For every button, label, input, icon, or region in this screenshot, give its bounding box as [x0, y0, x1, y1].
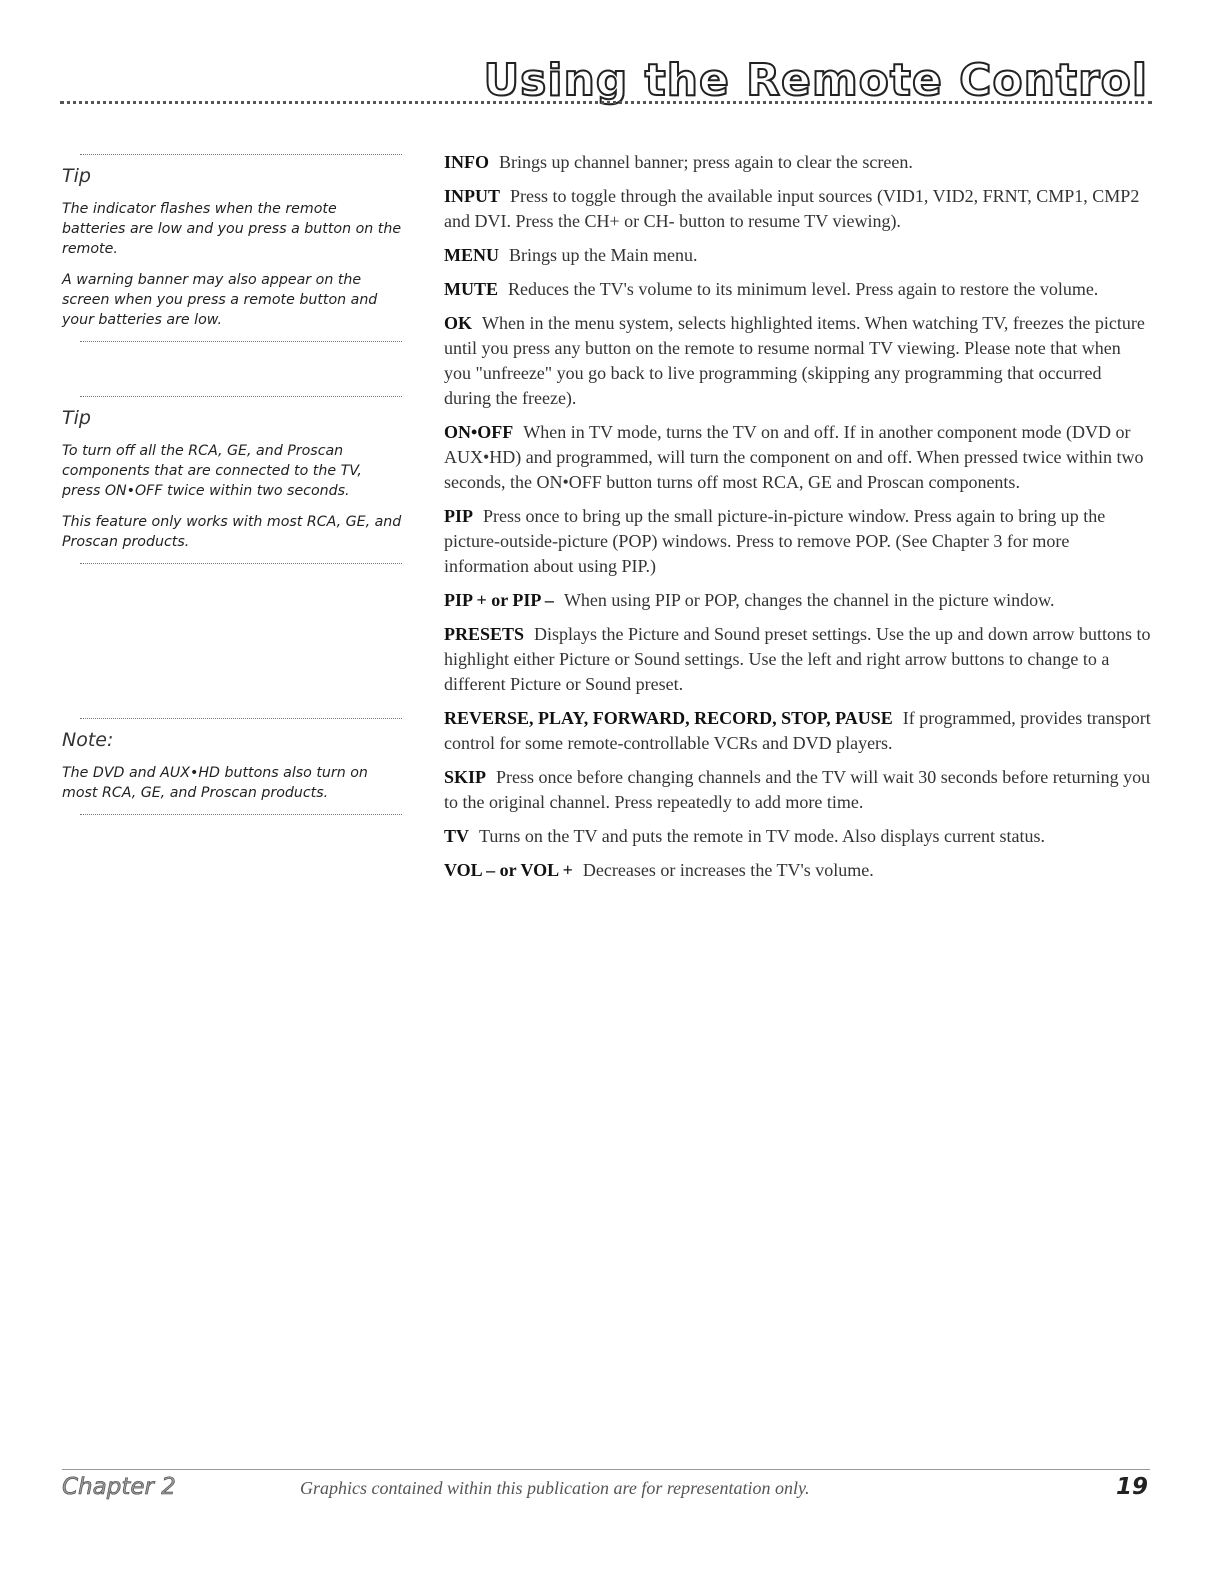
entry-term: MENU [444, 245, 499, 265]
tip-box-1-text-2: A warning banner may also appear on the screen when you press a remote button and your batteries are low. [62, 272, 378, 328]
tip-box-1-bottom-rule [80, 341, 402, 342]
footer-chapter: Chapter 2 [62, 1474, 176, 1500]
entry-tv [444, 824, 1152, 849]
page-number: 19 [1115, 1474, 1148, 1500]
tip-box-2-text-2: This feature only works with most RCA, GE, and Proscan products. [62, 514, 402, 550]
entry-pip-channel [444, 588, 1152, 613]
note-box-bottom-rule [80, 814, 402, 815]
entry-term: SKIP [444, 767, 487, 787]
entry-term: ON•OFF [444, 422, 514, 442]
entry-text: Press once to bring up the small picture-in-picture window. Press again to bring up the picture-outside-picture (POP) windows. Press to remove POP. (See Chapter 3 for more information about using PIP.) [444, 506, 1106, 576]
entry-term: PIP [444, 506, 473, 526]
entry-term: INFO [444, 152, 489, 172]
entry-info [444, 150, 1152, 175]
tip-box-1 [62, 154, 402, 342]
tip-box-2-text-1: To turn off all the RCA, GE, and Proscan components that are connected to the TV, press ON•OFF twice within two seconds. [62, 443, 362, 499]
entry-volume [444, 858, 1152, 883]
title-divider [60, 101, 1152, 104]
entry-menu [444, 243, 1152, 268]
tip-box-2-bottom-rule [80, 563, 402, 564]
entry-text: When in the menu system, selects highlighted items. When watching TV, freezes the picture until you press any button on the remote to resume normal TV viewing. Please note that when you "unfreeze" you go back to live programming (skipping any programming that occurred during the freeze). [444, 313, 1145, 408]
tip-box-1-heading: Tip [62, 165, 91, 187]
entry-text: Displays the Picture and Sound preset settings. Use the up and down arrow buttons to highlight either Picture or Sound settings. Use the left and right arrow buttons to change to a different Picture or Sound preset. [444, 624, 1151, 694]
entry-term: PRESETS [444, 624, 525, 644]
entry-text: If programmed, provides transport control for some remote-controllable VCRs and DVD players. [444, 708, 1151, 753]
entry-text: Press once before changing channels and the TV will wait 30 seconds before returning you to the original channel. Press repeatedly to add more time. [444, 767, 1151, 812]
note-box-top-rule [80, 718, 402, 719]
note-box-text: The DVD and AUX•HD buttons also turn on most RCA, GE, and Proscan products. [62, 765, 368, 801]
entry-text: Brings up channel banner; press again to clear the screen. [499, 152, 913, 172]
entry-term: REVERSE, PLAY, FORWARD, RECORD, STOP, PAUSE [444, 708, 893, 728]
tip-box-1-text-1: The indicator flashes when the remote batteries are low and you press a button on the remote. [62, 201, 402, 257]
entry-term: VOL – or VOL + [444, 860, 573, 880]
entry-input [444, 184, 1152, 234]
footer-disclaimer: Graphics contained within this publication are for representation only. [300, 1478, 810, 1498]
entry-on-off [444, 420, 1152, 495]
entry-ok [444, 311, 1152, 411]
entry-mute [444, 277, 1152, 302]
entry-term: INPUT [444, 186, 501, 206]
entry-text: When in TV mode, turns the TV on and off. If in another component mode (DVD or AUX•HD) and programmed, will turn the component on and off. When pressed twice within two seconds, the ON•OFF button turns off most RCA, GE and Proscan components. [444, 422, 1144, 492]
footer-divider [62, 1469, 1150, 1470]
tip-box-2 [62, 396, 402, 564]
tip-box-2-heading: Tip [62, 407, 91, 429]
page-title: Using the Remote Control [483, 55, 1148, 106]
entry-term: OK [444, 313, 473, 333]
entry-term: MUTE [444, 279, 498, 299]
entry-term: PIP + or PIP – [444, 590, 554, 610]
tip-box-2-top-rule [80, 396, 402, 397]
entry-text: Decreases or increases the TV's volume. [582, 860, 874, 880]
tip-box-1-top-rule [80, 154, 402, 155]
entry-skip [444, 765, 1152, 815]
entry-text: Brings up the Main menu. [509, 245, 698, 265]
entry-text: Reduces the TV's volume to its minimum level. Press again to restore the volume. [508, 279, 1099, 299]
entry-term: TV [444, 826, 470, 846]
note-box [62, 718, 402, 815]
entry-text: When using PIP or POP, changes the channel in the picture window. [563, 590, 1055, 610]
entry-presets [444, 622, 1152, 697]
entry-text: Press to toggle through the available input sources (VID1, VID2, FRNT, CMP1, CMP2 and DVI. Press the CH+ or CH- button to resume TV viewing). [444, 186, 1140, 231]
entry-pip [444, 504, 1152, 579]
button-descriptions [444, 150, 1152, 892]
entry-text: Turns on the TV and puts the remote in TV mode. Also displays current status. [479, 826, 1045, 846]
entry-transport [444, 706, 1152, 756]
note-box-heading: Note: [62, 729, 114, 751]
